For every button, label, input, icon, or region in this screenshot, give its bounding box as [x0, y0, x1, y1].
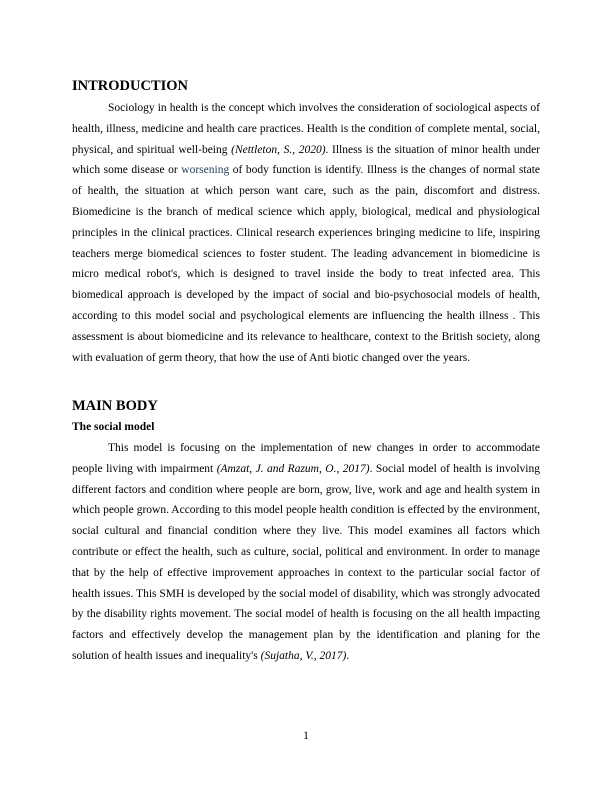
- main-body-heading: MAIN BODY: [72, 398, 158, 414]
- main-text-1: This model is focusing on the implementation of new changes in order to accommodate people living with impairment: [72, 442, 540, 475]
- main-text-3: .: [346, 649, 350, 662]
- intro-text-3: of body function is identify. Illness is the changes of normal state of health, the situation at which person want care, such as the pain, discomfort and distress. Biomedicine is the branch of medical science which apply, biological, medical and physiological principles in the clinical practices. Clinical research experiences bringing medicine to life, inspiring teachers merge biomedical sciences to foster student. The leading advancement in biomedicine is micro medical robot's, which is designed to travel inside the body to treat infected area. This biomedical approach is developed by the impact of social and bio-psychosocial models of health, according to this model social and psychological elements are influencing the health illness . This assessment is about biomedicine and its relevance to healthcare, context to the British society, along with evaluation of germ theory, that how the use of Anti biotic changed over the years.: [72, 164, 541, 364]
- page-number: 1: [303, 730, 309, 742]
- highlighted-word: worsening: [181, 164, 230, 177]
- intro-text-1: Sociology in health is the concept which involves the consideration of sociological aspects of health, illness, medicine and health care practices. Health is the condition of complete mental, social, physical, and spiritual well-being: [72, 102, 540, 156]
- intro-text-2: . Illness is the situation of minor health under which some disease or: [72, 143, 541, 177]
- citation-amzat: (Amzat, J. and Razum, O., 2017): [216, 462, 370, 475]
- introduction-paragraph: [72, 98, 540, 368]
- social-model-paragraph: [72, 438, 540, 667]
- social-model-subheading: The social model: [72, 421, 155, 433]
- main-text-2: . Social model of health is involving different factors and condition where people are born, grow, live, work and age and health system in which people grown. According to this model people health condition is effected by the environment, social cultural and financial condition where they live. This model examines all factors which contribute or effect the health, such as culture, social, political and environment. In order to manage that by the help of effective improvement approaches in context to the particular social factor of health issues. This SMH is developed by the social model of disability, which was strongly advocated by the disability rights movement. The social model of health is focusing on the all health impacting factors and effectively develop the management plan by the identification and planing for the solution of health issues and inequality's: [72, 462, 541, 662]
- citation-sujatha: (Sujatha, V., 2017): [260, 649, 347, 662]
- citation-nettleton: (Nettleton, S., 2020): [231, 143, 326, 156]
- introduction-heading: INTRODUCTION: [72, 78, 189, 94]
